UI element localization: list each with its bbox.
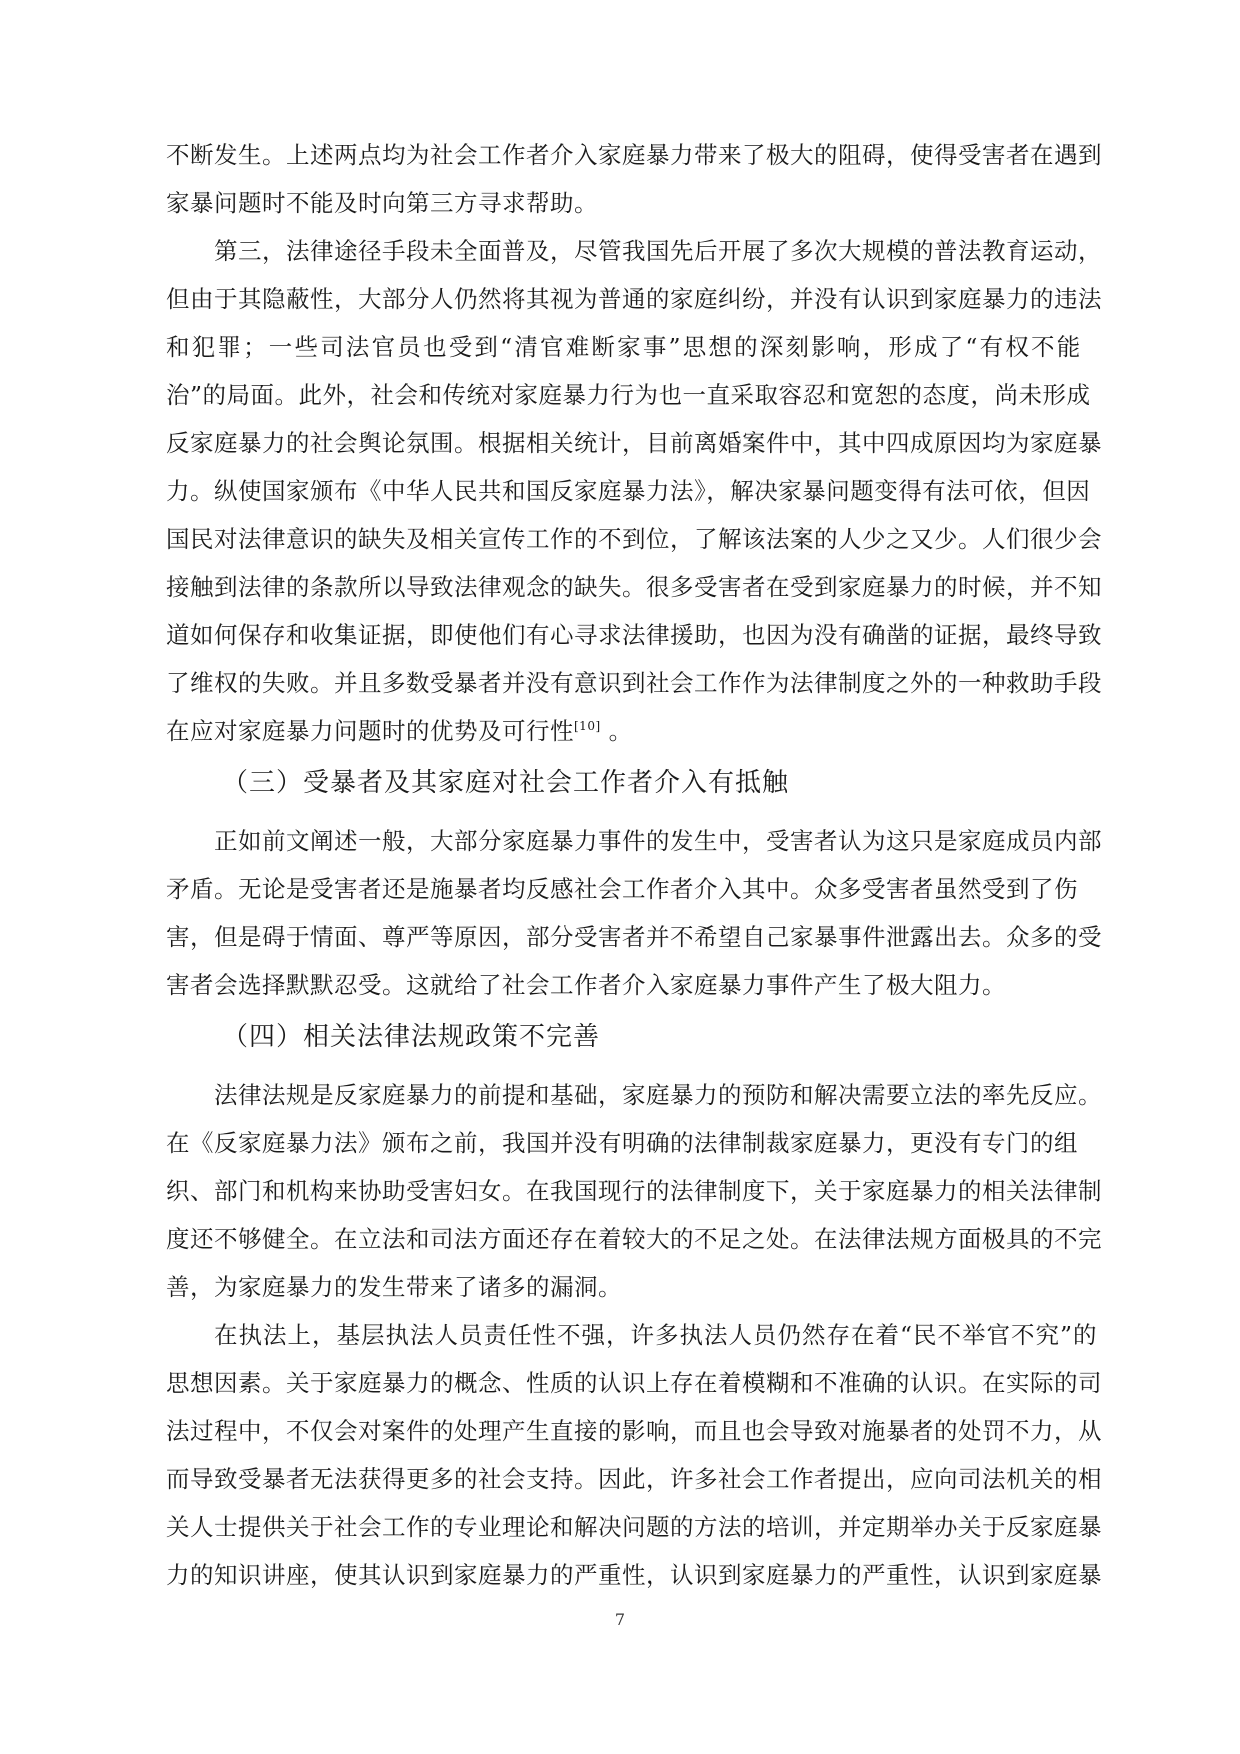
body-text-line: 关人士提供关于社会工作的专业理论和解决问题的方法的培训，并定期举办关于反家庭暴 <box>166 1513 1102 1541</box>
body-text-line: 但由于其隐蔽性，大部分人仍然将其视为普通的家庭纠纷，并没有认识到家庭暴力的违法 <box>166 285 1102 313</box>
body-text-line: 法过程中，不仅会对案件的处理产生直接的影响，而且也会导致对施暴者的处罚不力，从 <box>166 1417 1102 1445</box>
body-text-line: 正如前文阐述一般，大部分家庭暴力事件的发生中，受害者认为这只是家庭成员内部 <box>214 827 1102 855</box>
body-text-line: 力。纵使国家颁布《中华人民共和国反家庭暴力法》，解决家暴问题变得有法可依，但因 <box>166 477 1091 505</box>
body-text-line: 力的知识讲座，使其认识到家庭暴力的严重性，认识到家庭暴力的严重性，认识到家庭暴 <box>166 1561 1102 1589</box>
page-number: 7 <box>614 1610 626 1629</box>
body-text-line: 而导致受暴者无法获得更多的社会支持。因此，许多社会工作者提出，应向司法机关的相 <box>166 1465 1102 1493</box>
body-text-line: 家暴问题时不能及时向第三方寻求帮助。 <box>166 189 598 217</box>
body-text-line: 思想因素。关于家庭暴力的概念、性质的认识上存在着模糊和不准确的认识。在实际的司 <box>166 1369 1102 1397</box>
body-text-line: 第三，法律途径手段未全面普及，尽管我国先后开展了多次大规模的普法教育运动， <box>214 237 1102 265</box>
body-text-line: 害，但是碍于情面、尊严等原因，部分受害者并不希望自己家暴事件泄露出去。众多的受 <box>166 923 1102 951</box>
body-text-line: 反家庭暴力的社会舆论氛围。根据相关统计，目前离婚案件中，其中四成原因均为家庭暴 <box>166 429 1102 457</box>
body-text-line: 害者会选择默默忍受。这就给了社会工作者介入家庭暴力事件产生了极大阻力。 <box>166 971 1006 999</box>
body-text-line: 道如何保存和收集证据，即使他们有心寻求法律援助，也因为没有确凿的证据，最终导致 <box>166 621 1102 649</box>
body-text-line: 法律法规是反家庭暴力的前提和基础，家庭暴力的预防和解决需要立法的率先反应。 <box>214 1081 1102 1109</box>
body-text-line: 国民对法律意识的缺失及相关宣传工作的不到位，了解该法案的人少之又少。人们很少会 <box>166 525 1102 553</box>
body-text-line: 治”的局面。此外，社会和传统对家庭暴力行为也一直采取容忍和宽恕的态度，尚未形成 <box>166 381 1091 409</box>
body-text-line: 在《反家庭暴力法》颁布之前，我国并没有明确的法律制裁家庭暴力，更没有专门的组 <box>166 1129 1078 1157</box>
citation-marker: [10] <box>574 719 601 734</box>
body-text-line: 善，为家庭暴力的发生带来了诸多的漏洞。 <box>166 1273 622 1301</box>
body-text-line-with-citation <box>166 716 633 746</box>
line-end-punctuation: 。 <box>600 717 633 745</box>
body-text-line: 矛盾。无论是受害者还是施暴者均反感社会工作者介入其中。众多受害者虽然受到了伤 <box>166 875 1078 903</box>
body-text-line: 了维权的失败。并且多数受暴者并没有意识到社会工作作为法律制度之外的一种救助手段 <box>166 669 1102 697</box>
section-heading-3: （三）受暴者及其家庭对社会工作者介入有抵触 <box>222 768 790 798</box>
section-heading-4: （四）相关法律法规政策不完善 <box>222 1022 601 1052</box>
body-text-line: 接触到法律的条款所以导致法律观念的缺失。很多受害者在受到家庭暴力的时候，并不知 <box>166 573 1102 601</box>
body-text: 在应对家庭暴力问题时的优势及可行性 <box>166 717 574 745</box>
body-text-line: 和犯罪；一些司法官员也受到“清官难断家事”思想的深刻影响，形成了“有权不能 <box>166 333 1083 361</box>
body-text-line: 度还不够健全。在立法和司法方面还存在着较大的不足之处。在法律法规方面极具的不完 <box>166 1225 1102 1253</box>
body-text-line: 不断发生。上述两点均为社会工作者介入家庭暴力带来了极大的阻碍，使得受害者在遇到 <box>166 141 1102 169</box>
body-text-line: 在执法上，基层执法人员责任性不强，许多执法人员仍然存在着“民不举官不究”的 <box>214 1321 1098 1349</box>
body-text-line: 织、部门和机构来协助受害妇女。在我国现行的法律制度下，关于家庭暴力的相关法律制 <box>166 1177 1102 1205</box>
